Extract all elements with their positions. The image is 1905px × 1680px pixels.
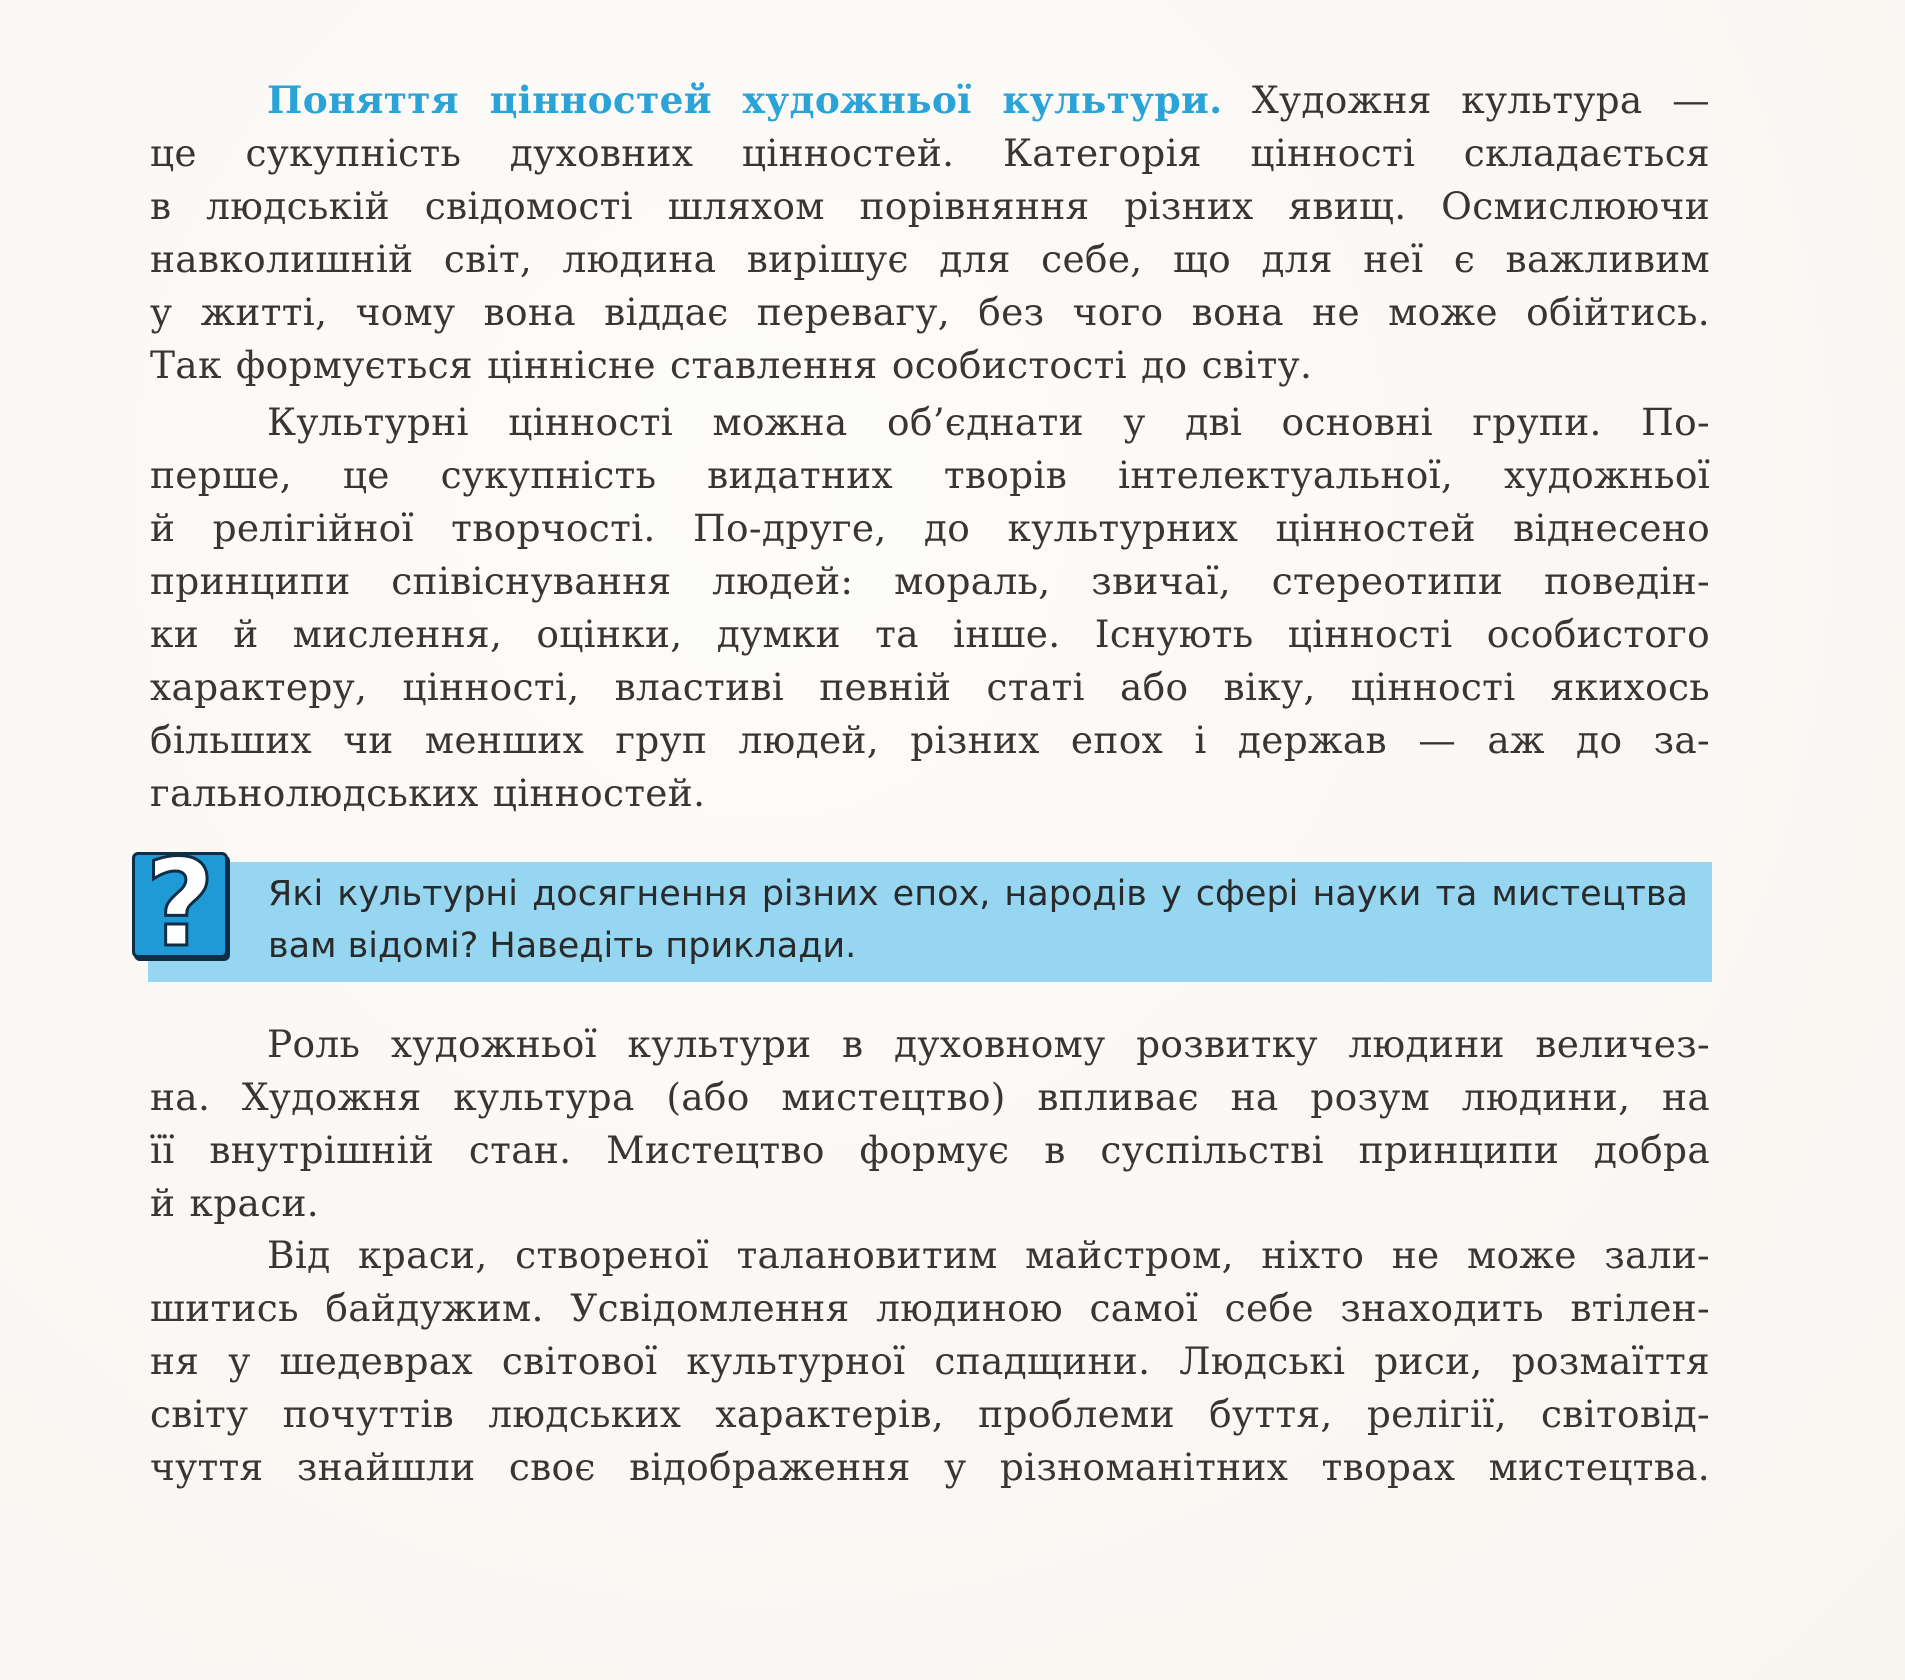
paragraph-line: й краси. <box>150 1181 320 1225</box>
paragraph-line: Так формується ціннісне ставлення особистості до світу. <box>150 343 1313 387</box>
paragraph-line: це сукупність духовних цінностей. Категорія цінності складається <box>150 131 1710 175</box>
question-line: вам відомі? Наведіть приклади. <box>268 926 857 966</box>
section-heading: Поняття цінностей художньої культури. <box>267 78 1223 122</box>
paragraph-line: у житті, чому вона віддає перевагу, без чого вона не може обійтись. <box>150 290 1710 334</box>
paragraph-values-concept <box>150 74 1710 392</box>
question-text <box>268 868 1688 972</box>
paragraph-line: ки й мислення, оцінки, думки та інше. Існують цінності особистого <box>150 612 1710 656</box>
paragraph-line: Роль художньої культури в духовному розвитку людини величез- <box>267 1022 1710 1066</box>
paragraph-line: й релігійної творчості. По-друге, до культурних цінностей віднесено <box>150 506 1710 550</box>
paragraph-line <box>150 74 1710 127</box>
paragraph-line: більших чи менших груп людей, різних епох і держав — аж до за- <box>150 718 1710 762</box>
paragraph-line: шитись байдужим. Усвідомлення людиною самої себе знаходить втілен- <box>150 1286 1710 1330</box>
paragraph-line: Культурні цінності можна об’єднати у дві основні групи. По- <box>267 400 1710 444</box>
paragraph-line: Від краси, створеної талановитим майстром, ніхто не може зали- <box>267 1233 1710 1277</box>
question-line: Які культурні досягнення різних епох, народів у сфері науки та мистецтва <box>268 874 1688 914</box>
question-mark-icon: ? <box>132 852 228 958</box>
paragraph-line: чуття знайшли своє відображення у різноманітних творах мистецтва. <box>150 1445 1710 1489</box>
paragraph-role-of-art <box>150 1018 1710 1230</box>
paragraph-line: гальнолюдських цінностей. <box>150 771 706 815</box>
paragraph-line: в людській свідомості шляхом порівняння різних явищ. Осмислюючи <box>150 184 1710 228</box>
paragraph-line: перше, це сукупність видатних творів інтелектуальної, художньої <box>150 453 1710 497</box>
paragraph-line: принципи співіснування людей: мораль, звичаї, стереотипи поведін- <box>150 559 1710 603</box>
paragraph-text: Художня культура — <box>1252 78 1710 122</box>
paragraph-line: характеру, цінності, властиві певній статі або віку, цінності якихось <box>150 665 1710 709</box>
paragraph-beauty <box>150 1229 1710 1494</box>
paragraph-cultural-values <box>150 396 1710 820</box>
paragraph-line: навколишній світ, людина вирішує для себе, що для неї є важливим <box>150 237 1710 281</box>
paragraph-line: на. Художня культура (або мистецтво) впливає на розум людини, на <box>150 1075 1710 1119</box>
paragraph-line: світу почуттів людських характерів, проблеми буття, релігії, світовід- <box>150 1392 1710 1436</box>
paragraph-line: ня у шедеврах світової культурної спадщини. Людські риси, розмаїття <box>150 1339 1710 1383</box>
paragraph-line: її внутрішній стан. Мистецтво формує в суспільстві принципи добра <box>150 1128 1710 1172</box>
